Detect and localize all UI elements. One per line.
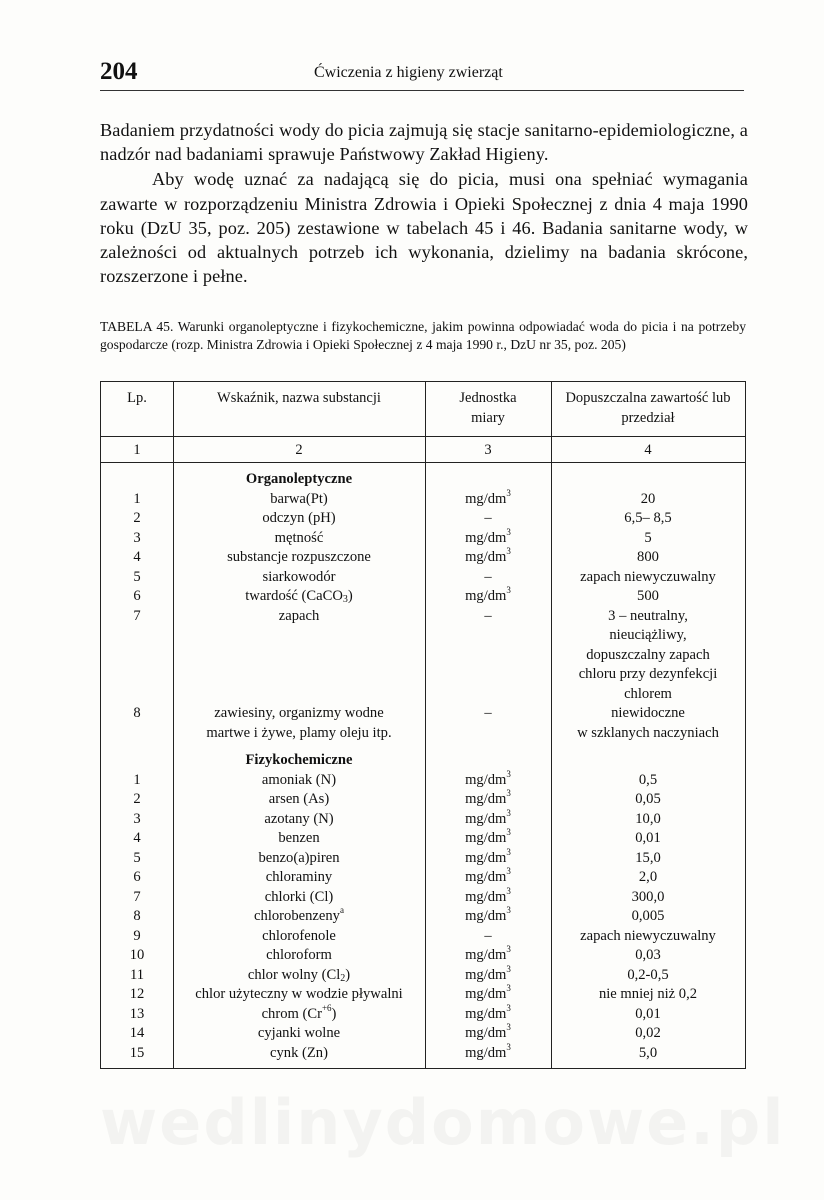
cell-unit: $mg/dm^3$ (465, 768, 511, 788)
header-rule (100, 90, 744, 91)
cell-name: chlorofenole (262, 927, 336, 944)
cell-name: chlorki (Cl) (264, 888, 334, 905)
cell-unit: – (484, 607, 492, 624)
cell-unit: $mg/dm^3$ (465, 944, 511, 963)
paragraph-1: Badaniem przydatności wody do picia zajmują się stacje sanitarno-epidemiologiczne, a nadzór nad badaniami sprawuje Państwowy Zakład Higieny. (100, 120, 748, 165)
table-row (101, 790, 745, 810)
cell-lp: 1 (133, 490, 141, 507)
table-row (101, 846, 745, 869)
table-row (101, 927, 745, 947)
cell-lp: 5 (133, 568, 141, 585)
cell-lp: 14 (129, 1025, 145, 1041)
column-number: 2 (295, 442, 303, 458)
column-number: 1 (133, 442, 141, 458)
cell-empty (551, 470, 745, 490)
cell-empty (425, 751, 551, 771)
page-number: 204 (100, 58, 138, 85)
table-row (101, 568, 745, 588)
cell-name: benzo(a)piren (258, 849, 340, 866)
cell-name: chloroform (266, 947, 332, 963)
cell-value: 0,01 (635, 830, 661, 846)
table-row (101, 907, 745, 927)
cell-unit: $mg/dm^3$ (465, 585, 511, 604)
cell-lp: 4 (133, 830, 141, 846)
data-table (100, 381, 746, 1069)
cell-lp: 15 (129, 1044, 145, 1061)
column-number: 4 (644, 442, 652, 458)
table-row (101, 509, 745, 529)
cell-value: 800 (637, 549, 659, 565)
cell-name: benzen (278, 830, 320, 846)
cell-lp: 1 (133, 771, 141, 788)
cell-value: 10,0 (635, 810, 661, 827)
cell-name: chlorobenzeny$^a$ (254, 905, 344, 924)
cell-name: substancje rozpuszczone (227, 549, 371, 565)
cell-lp: 2 (133, 791, 141, 807)
table-row (101, 885, 745, 908)
cell-unit: $mg/dm^3$ (465, 983, 511, 1002)
header-value: Dopuszczalna zawartość lub przedział (565, 390, 731, 426)
header-divider (101, 436, 745, 437)
watermark: wedlinydomowe.pl (100, 1086, 786, 1159)
header-unit: Jednostka miary (459, 390, 517, 426)
table-row (101, 768, 745, 791)
cell-value: 5 (644, 529, 652, 546)
table-row (101, 487, 745, 510)
page-header (100, 58, 744, 88)
cell-name: cyjanki wolne (257, 1025, 341, 1041)
cell-value: 5,0 (638, 1044, 658, 1061)
cell-lp: 10 (129, 947, 145, 963)
cell-name: chlor wolny $(Cl_2)$ (247, 966, 351, 984)
cell-unit: $mg/dm^3$ (465, 846, 511, 866)
cell-empty (101, 751, 173, 771)
table-row (101, 963, 745, 986)
cell-name: chrom $(Cr^{+6})$ (261, 1002, 337, 1022)
cell-lp: 6 (133, 588, 141, 604)
table-row (101, 607, 745, 705)
section-title: Organoleptyczne (245, 471, 353, 487)
cell-unit: $mg/dm^3$ (465, 546, 511, 565)
cell-lp: 6 (133, 869, 141, 885)
cell-unit: – (484, 568, 492, 585)
table-row (101, 1041, 745, 1064)
cell-lp: 2 (133, 510, 141, 526)
table-row (101, 704, 745, 743)
cell-lp: 7 (133, 607, 141, 624)
cell-name: odczyn (pH) (262, 510, 336, 526)
table-row (101, 807, 745, 830)
cell-unit: $mg/dm^3$ (465, 905, 511, 924)
cell-unit: $mg/dm^3$ (465, 1041, 511, 1061)
cell-unit: $mg/dm^3$ (465, 487, 511, 507)
cell-lp: 5 (133, 849, 141, 866)
cell-lp: 3 (133, 529, 141, 546)
header-lp: Lp. (127, 390, 147, 406)
cell-unit: $mg/dm^3$ (465, 827, 511, 846)
cell-value: 0,5 (638, 771, 658, 788)
cell-unit: $mg/dm^3$ (465, 788, 511, 807)
cell-name: twardość (CaCO$_3$) (245, 588, 353, 605)
running-title: Ćwiczenia z higieny zwierząt (314, 64, 503, 81)
cell-value: zapach niewyczuwalny (580, 568, 716, 585)
cell-value: 500 (637, 588, 659, 604)
cell-lp: 11 (129, 966, 145, 983)
cell-value: 15,0 (635, 849, 661, 866)
section-title: Fizykochemiczne (245, 752, 353, 768)
cell-unit: – (484, 510, 492, 526)
cell-value: 0,05 (635, 791, 661, 807)
section-header-row (101, 470, 745, 490)
cell-name: mętność (274, 529, 324, 546)
cell-value: 0,005 (631, 908, 665, 924)
cell-name: barwa(Pt) (270, 490, 328, 507)
cell-unit: $mg/dm^3$ (465, 866, 511, 885)
cell-unit: $mg/dm^3$ (465, 963, 511, 983)
cell-value: 6,5– 8,5 (624, 510, 672, 526)
table-row (101, 985, 745, 1005)
cell-value: 300,0 (631, 888, 665, 905)
cell-unit: $mg/dm^3$ (465, 807, 511, 827)
section-header-row (101, 751, 745, 771)
cell-lp: 3 (133, 810, 141, 827)
table-row (101, 1002, 745, 1025)
table-row (101, 526, 745, 549)
cell-name: cynk (Zn) (270, 1044, 328, 1061)
table-row (101, 946, 745, 966)
cell-name: azotany (N) (264, 810, 334, 827)
cell-value: 20 (640, 490, 656, 507)
cell-lp: 9 (133, 927, 141, 944)
cell-value: 0,01 (635, 1005, 661, 1022)
table-row (101, 829, 745, 849)
cell-unit: $mg/dm^3$ (465, 526, 511, 546)
cell-value: 0,02 (635, 1025, 661, 1041)
cell-value: 0,03 (635, 947, 661, 963)
column-number: 3 (484, 442, 492, 458)
cell-lp: 8 (133, 705, 141, 721)
cell-name: arsen (As) (268, 791, 330, 807)
cell-value: 0,2-0,5 (627, 966, 669, 983)
cell-empty (425, 470, 551, 490)
cell-unit: – (484, 927, 492, 944)
cell-value: zapach niewyczuwalny (580, 927, 716, 944)
cell-name: zapach (278, 607, 320, 624)
table-row (101, 587, 745, 607)
cell-name: amoniak (N) (261, 771, 337, 788)
table-row (101, 548, 745, 568)
cell-lp: 12 (129, 986, 145, 1002)
cell-unit: $mg/dm^3$ (465, 885, 511, 905)
cell-name: chlor użyteczny w wodzie pływalni (195, 986, 403, 1002)
paragraph-2: Aby wodę uznać za nadającą się do picia, musi ona spełniać wymagania zawarte w rozporządzeniu Ministra Zdrowia i Opieki Społecznej z dnia 4 maja 1990 roku (DzU 35, poz. 205) zestawione w tabelach 45 i 46. Badania sanitarne wody, w zależności od aktualnych potrzeb ich wykonania, dzielimy na badania skrócone, rozszerzone i pełne. (100, 169, 748, 287)
cell-lp: 4 (133, 549, 141, 565)
cell-value: niewidoczne w szklanych naczyniach (577, 705, 719, 741)
table-caption: TABELA 45. Warunki organoleptyczne i fizykochemiczne, jakim powinna odpowiadać woda do picia i na potrzeby gospodarcze (rozp. Ministra Zdrowia i Opieki Społecznej z 4 maja 1990 r., DzU nr 35, poz. 205) (100, 319, 746, 352)
cell-empty (551, 751, 745, 771)
header-name: Wskaźnik, nazwa substancji (217, 390, 381, 406)
table-body (101, 470, 745, 1063)
cell-unit: $mg/dm^3$ (465, 1022, 511, 1041)
cell-name: siarkowodór (262, 568, 336, 585)
cell-empty (101, 470, 173, 490)
body-text (100, 118, 748, 288)
cell-lp: 8 (133, 908, 141, 924)
cell-value: nie mniej niż 0,2 (598, 986, 698, 1002)
cell-lp: 7 (133, 888, 141, 905)
cell-value: 2,0 (638, 869, 658, 885)
cell-unit: – (484, 705, 492, 721)
table-row (101, 1024, 745, 1044)
cell-lp: 13 (129, 1005, 145, 1022)
header-divider (101, 462, 745, 463)
section-spacer (101, 743, 745, 751)
cell-value: 3 – neutralny, nieuciążliwy, dopuszczalny zapach chloru przy dezynfekcji chlorem (578, 607, 718, 702)
cell-name: chloraminy (265, 869, 333, 885)
cell-name: zawiesiny, organizmy wodne martwe i żywe, plamy oleju itp. (206, 705, 392, 741)
table-row (101, 868, 745, 888)
cell-unit: $mg/dm^3$ (465, 1002, 511, 1022)
